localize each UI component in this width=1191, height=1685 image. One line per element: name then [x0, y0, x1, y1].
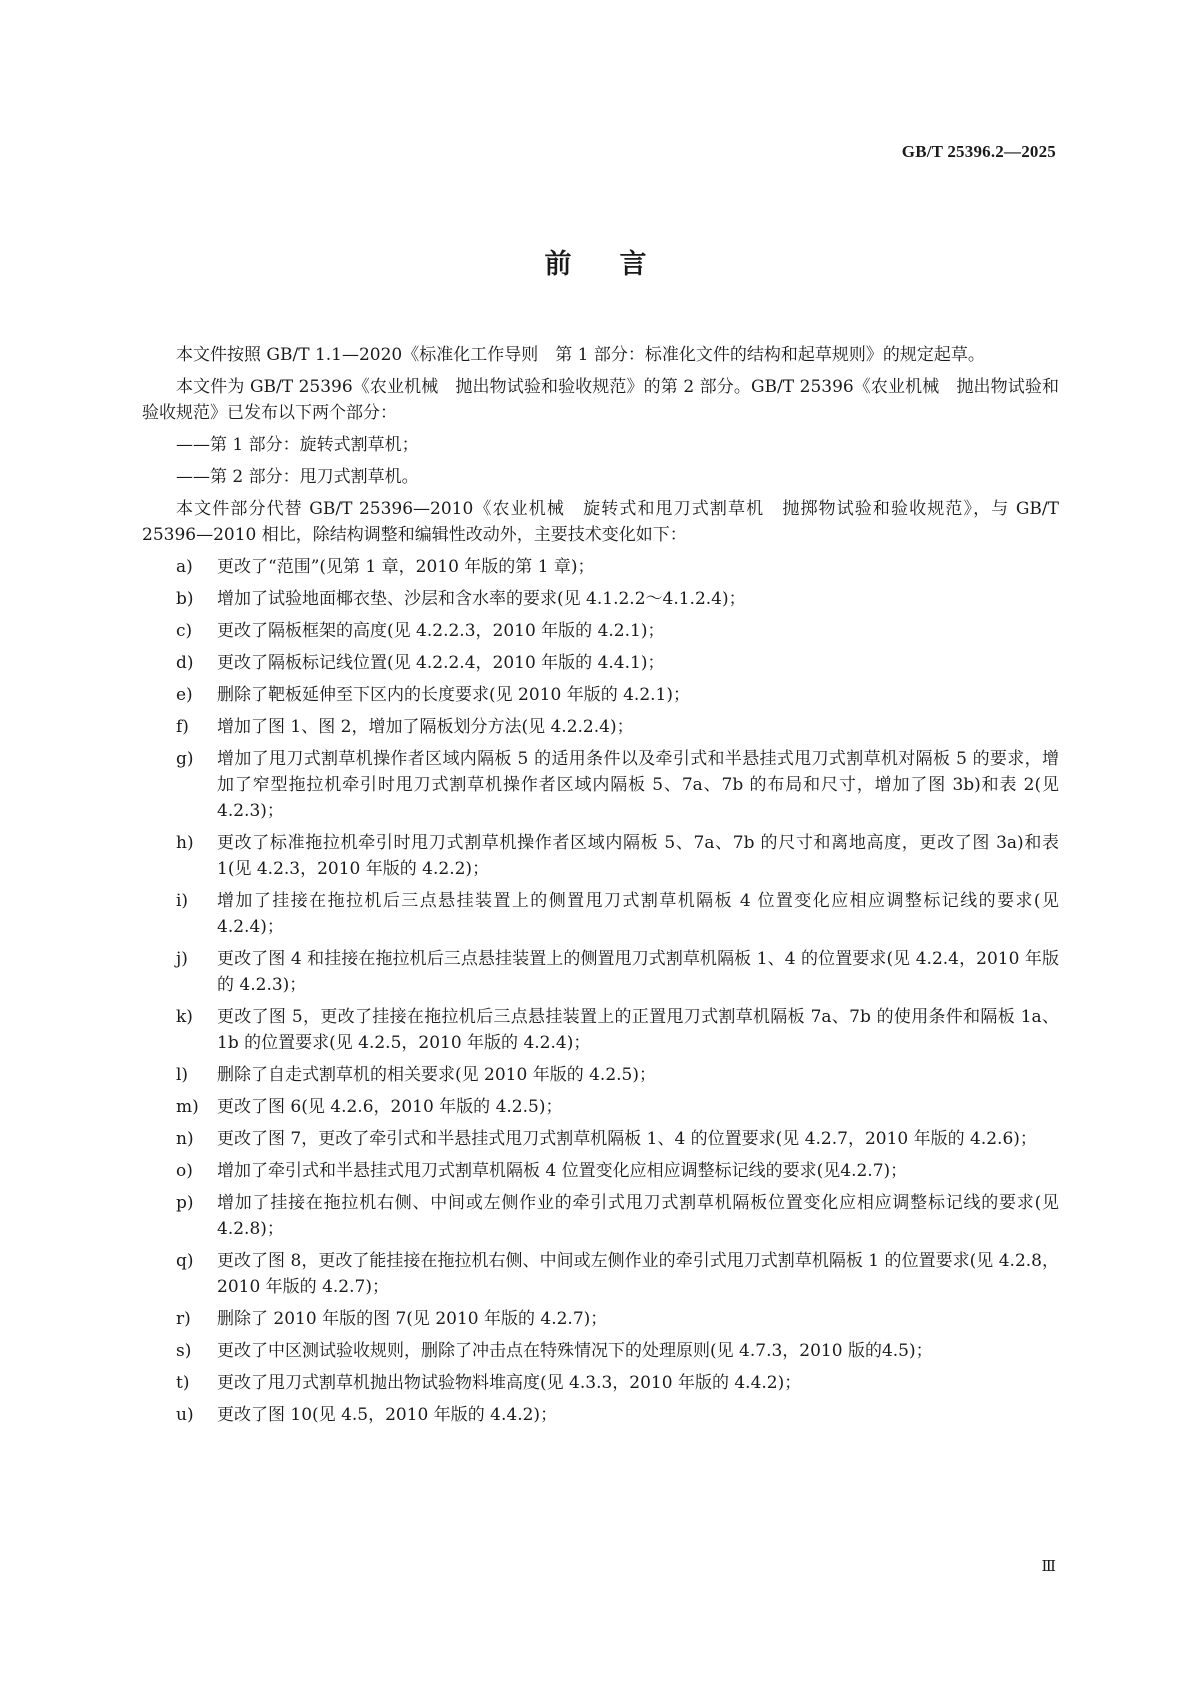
- list-item-label: b): [176, 589, 194, 609]
- list-item-label: n): [176, 1129, 194, 1149]
- technical-changes-list: [142, 554, 1059, 1428]
- list-item-label: k): [176, 1007, 193, 1027]
- list-item-label: d): [176, 653, 194, 673]
- list-item-label: i): [176, 891, 189, 911]
- list-item-text: 更改了甩刀式割草机抛出物试验物料堆高度(见 4.3.3，2010 年版的 4.4.2)；: [217, 1373, 802, 1393]
- list-item-text: 删除了自走式割草机的相关要求(见 2010 年版的 4.2.5)；: [217, 1065, 656, 1085]
- list-item-text: 更改了隔板标记线位置(见 4.2.2.4，2010 年版的 4.4.1)；: [217, 653, 665, 673]
- list-item-label: e): [176, 685, 193, 705]
- list-item: [142, 1402, 1059, 1428]
- list-item-label: o): [176, 1161, 193, 1181]
- list-item-text: 删除了靶板延伸至下区内的长度要求(见 2010 年版的 4.2.1)；: [217, 685, 690, 705]
- paragraph-drafting-rule: 本文件按照 GB/T 1.1—2020《标准化工作导则 第 1 部分：标准化文件的结构和起草规则》的规定起草。: [176, 345, 985, 365]
- list-item: [142, 714, 1059, 740]
- list-item: [142, 746, 1059, 824]
- list-item: [142, 618, 1059, 644]
- list-item: [142, 682, 1059, 708]
- list-item-text: 更改了图 6(见 4.2.6，2010 年版的 4.2.5)；: [217, 1097, 563, 1117]
- list-item-label: a): [176, 557, 193, 577]
- list-item: [142, 1248, 1059, 1300]
- list-item-label: c): [176, 621, 193, 641]
- list-item: [142, 554, 1059, 580]
- list-item-label: t): [176, 1373, 190, 1393]
- list-item: [142, 1190, 1059, 1242]
- list-item-label: l): [176, 1065, 189, 1085]
- list-item: [142, 1338, 1059, 1364]
- list-item-text: 更改了图 5，更改了挂接在拖拉机后三点悬挂装置上的正置甩刀式割草机隔板 7a、7b 的使用条件和隔板 1a、1b 的位置要求(见 4.2.5，2010 年版的 4.2.4)；: [217, 1007, 1059, 1053]
- list-item-text: 增加了试验地面椰衣垫、沙层和含水率的要求(见 4.1.2.2～4.1.2.4)；: [217, 589, 746, 609]
- list-item-label: m): [176, 1097, 199, 1117]
- list-item-text: 增加了图 1、图 2，增加了隔板划分方法(见 4.2.2.4)；: [217, 717, 634, 737]
- list-item: [142, 1158, 1059, 1184]
- list-item: [142, 1094, 1059, 1120]
- list-item-text: 更改了图 4 和挂接在拖拉机后三点悬挂装置上的侧置甩刀式割草机隔板 1、4 的位置要求(见 4.2.4，2010 年版的 4.2.3)；: [217, 949, 1059, 995]
- list-item: [142, 946, 1059, 998]
- list-item: [142, 1004, 1059, 1056]
- list-item: [142, 1126, 1059, 1152]
- list-item-label: r): [176, 1309, 191, 1329]
- list-item-label: j): [176, 949, 188, 969]
- list-item-label: h): [176, 833, 194, 853]
- list-item-text: 更改了图 8，更改了能挂接在拖拉机右侧、中间或左侧作业的牵引式甩刀式割草机隔板 1 的位置要求(见 4.2.8，2010 年版的 4.2.7)；: [217, 1251, 1059, 1297]
- paragraph-series-parts: 本文件为 GB/T 25396《农业机械 抛出物试验和验收规范》的第 2 部分。GB/T 25396《农业机械 抛出物试验和验收规范》已发布以下两个部分：: [142, 377, 1059, 423]
- list-item-label: p): [176, 1193, 194, 1213]
- document-body: [142, 342, 1059, 1434]
- list-item-text: 更改了隔板框架的高度(见 4.2.2.3，2010 年版的 4.2.1)；: [217, 621, 665, 641]
- list-item-text: 增加了牵引式和半悬挂式甩刀式割草机隔板 4 位置变化应相应调整标记线的要求(见4.2.7)；: [217, 1161, 908, 1181]
- list-item: [142, 1306, 1059, 1332]
- page-number: Ⅲ: [1041, 1557, 1056, 1575]
- list-item: [142, 830, 1059, 882]
- list-item-label: s): [176, 1341, 192, 1361]
- list-item-label: u): [176, 1405, 194, 1425]
- part-2-item: ——第 2 部分：甩刀式割草机。: [176, 467, 419, 487]
- list-item-text: 更改了标准拖拉机牵引时甩刀式割草机操作者区域内隔板 5、7a、7b 的尺寸和离地高度，更改了图 3a)和表 1(见 4.2.3，2010 年版的 4.2.2)；: [217, 833, 1059, 879]
- list-item: [142, 1370, 1059, 1396]
- list-item-label: g): [176, 749, 194, 769]
- list-item: [142, 650, 1059, 676]
- list-item-label: q): [176, 1251, 194, 1271]
- list-item: [142, 888, 1059, 940]
- paragraph-replacement: 本文件部分代替 GB/T 25396—2010《农业机械 旋转式和甩刀式割草机 抛掷物试验和验收规范》，与 GB/T 25396—2010 相比，除结构调整和编辑性改动外，主要技术变化如下：: [142, 499, 1059, 545]
- list-item-text: 增加了挂接在拖拉机右侧、中间或左侧作业的牵引式甩刀式割草机隔板位置变化应相应调整标记线的要求(见 4.2.8)；: [217, 1193, 1059, 1239]
- page-title: 前言: [544, 249, 695, 280]
- part-1-item: ——第 1 部分：旋转式割草机；: [176, 435, 419, 455]
- list-item-text: 更改了图 10(见 4.5，2010 年版的 4.4.2)；: [217, 1405, 558, 1425]
- list-item-text: 更改了“范围”(见第 1 章，2010 年版的第 1 章)；: [217, 557, 595, 577]
- list-item-text: 更改了中区测试验收规则，删除了冲击点在特殊情况下的处理原则(见 4.7.3，2010 版的4.5)；: [217, 1341, 933, 1361]
- list-item-text: 增加了甩刀式割草机操作者区域内隔板 5 的适用条件以及牵引式和半悬挂式甩刀式割草机对隔板 5 的要求，增加了窄型拖拉机牵引时甩刀式割草机操作者区域内隔板 5、7a、7b 的布局和尺寸，增加了图 3b)和表 2(见 4.2.3)；: [217, 749, 1059, 821]
- list-item-label: f): [176, 717, 189, 737]
- document-code: GB/T 25396.2—2025: [901, 142, 1056, 161]
- list-item: [142, 586, 1059, 612]
- list-item-text: 更改了图 7，更改了牵引式和半悬挂式甩刀式割草机隔板 1、4 的位置要求(见 4.2.7，2010 年版的 4.2.6)；: [217, 1129, 1037, 1149]
- list-item-text: 增加了挂接在拖拉机后三点悬挂装置上的侧置甩刀式割草机隔板 4 位置变化应相应调整标记线的要求(见 4.2.4)；: [217, 891, 1059, 937]
- list-item: [142, 1062, 1059, 1088]
- list-item-text: 删除了 2010 年版的图 7(见 2010 年版的 4.2.7)；: [217, 1309, 608, 1329]
